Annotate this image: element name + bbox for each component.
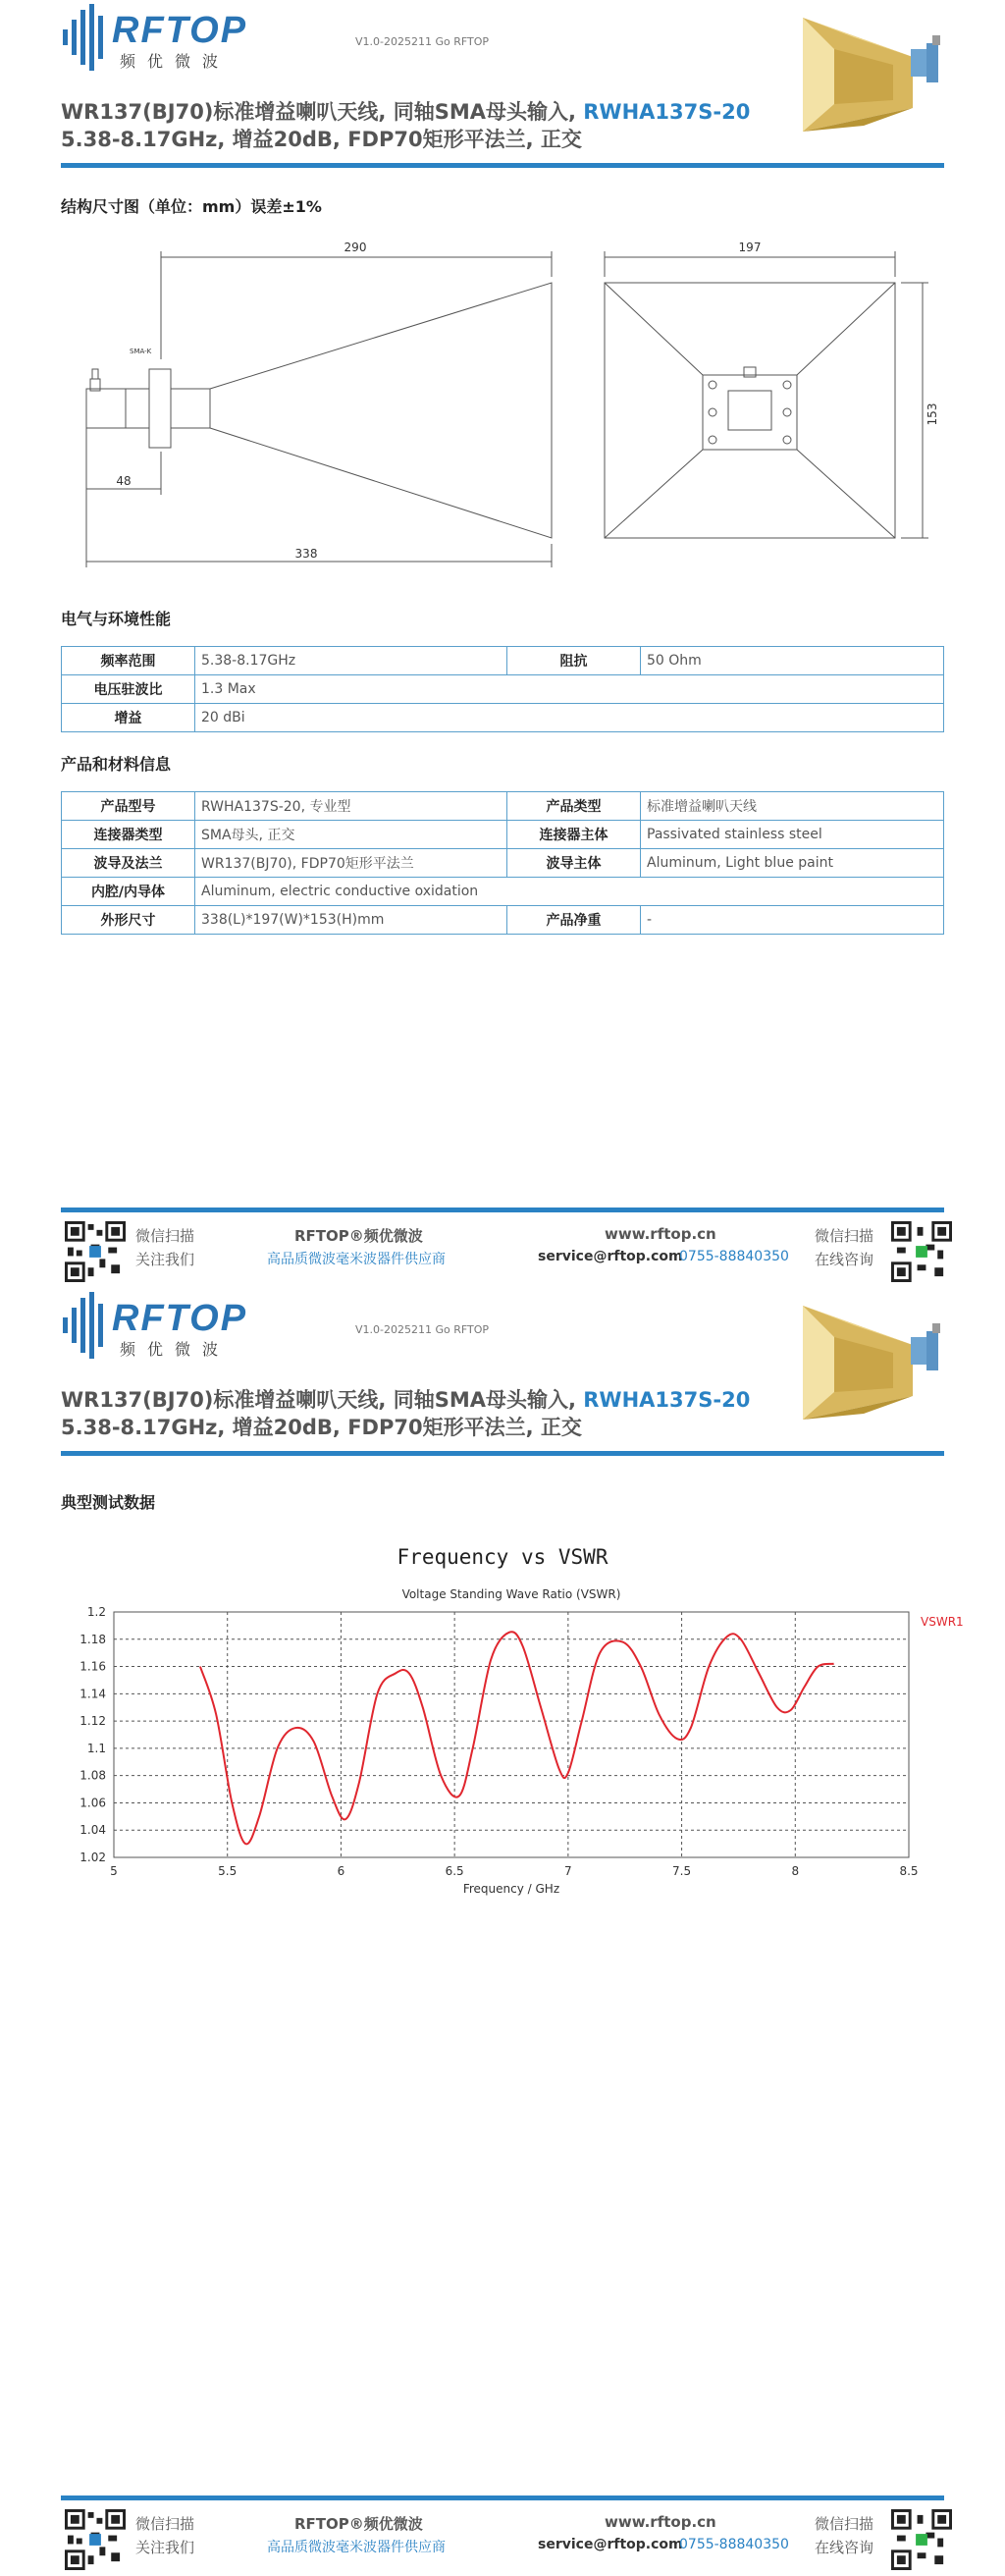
rftop-logo-icon (61, 2, 120, 73)
electrical-table (61, 646, 944, 732)
header-divider (61, 1451, 944, 1456)
dim-length-label: 290 (344, 241, 367, 254)
table-row: 产品型号 RWHA137S-20, 专业型 产品类型 标准增益喇叭天线 (62, 792, 944, 821)
consult-qr-code[interactable] (891, 1221, 952, 1282)
footer-brand: RFTOP®频优微波 (294, 1227, 423, 1245)
materials-section-title: 产品和材料信息 (61, 755, 172, 774)
footer-website[interactable]: www.rftop.cn (605, 1225, 716, 1243)
flange (149, 369, 171, 448)
test-section-title: 典型测试数据 (61, 1493, 156, 1512)
logo-word: RFTOP (112, 1298, 248, 1339)
logo-cn: 频优微波 (120, 1340, 231, 1359)
table-row: 外形尺寸 338(L)*197(W)*153(H)mm 产品净重 - (62, 906, 944, 935)
y-tick-label: 1.12 (79, 1714, 106, 1729)
page-footer (0, 2496, 1005, 2576)
footer-slogan: 高品质微波毫米波器件供应商 (267, 2540, 446, 2555)
y-tick-label: 1.14 (79, 1687, 106, 1701)
wechat-qr-code[interactable] (65, 2509, 126, 2570)
y-tick-label: 1.06 (79, 1796, 106, 1810)
x-tick-label: 7 (564, 1864, 572, 1878)
page-title: WR137(BJ70)标准增益喇叭天线, 同轴SMA母头输入, RWHA137S-20 (61, 1388, 751, 1412)
footer-divider (61, 2496, 944, 2500)
logo-cn: 频优微波 (120, 52, 231, 71)
footer-phone[interactable]: 0755-88840350 (679, 2537, 789, 2552)
x-axis-label: Frequency / GHz (462, 1882, 560, 1896)
page-2 (0, 1288, 1005, 2576)
y-tick-label: 1.08 (79, 1768, 106, 1783)
footer-slogan: 高品质微波毫米波器件供应商 (267, 1252, 446, 1267)
footer-divider (61, 1208, 944, 1212)
dimension-drawing (61, 232, 964, 575)
electrical-section-title: 电气与环境性能 (61, 610, 172, 628)
table-row: 电压驻波比 1.3 Max (62, 675, 944, 704)
table-row: 波导及法兰 WR137(BJ70), FDP70矩形平法兰 波导主体 Aluminum, Light blue paint (62, 849, 944, 878)
x-tick-label: 8 (791, 1864, 800, 1878)
table-row: 增益 20 dBi (62, 704, 944, 732)
y-tick-label: 1.2 (86, 1605, 106, 1619)
front-aperture (605, 283, 895, 538)
dim-height-label: 153 (926, 402, 939, 426)
y-tick-label: 1.1 (86, 1741, 106, 1755)
y-tick-label: 1.18 (79, 1632, 106, 1646)
dim-flange-label: 48 (116, 474, 132, 488)
connector-label: SMA-K (130, 348, 152, 355)
materials-table (61, 791, 944, 935)
footer-wechat-scan: 微信扫描 (135, 2515, 195, 2533)
y-tick-label: 1.04 (79, 1823, 106, 1838)
footer-follow-us: 关注我们 (135, 1251, 195, 1268)
table-row: 内腔/内导体 Aluminum, electric conductive oxidation (62, 878, 944, 906)
x-tick-label: 8.5 (899, 1864, 919, 1878)
wechat-qr-code[interactable] (65, 1221, 126, 1282)
waveguide-body (86, 389, 126, 428)
vswr-chart (0, 1579, 1005, 1903)
page-footer (0, 1208, 1005, 1288)
consult-qr-code[interactable] (891, 2509, 952, 2570)
drawing-section-title: 结构尺寸图（单位：mm）误差±1% (61, 197, 322, 216)
footer-email[interactable]: service@rftop.com (538, 2537, 683, 2552)
table-row: 频率范围 5.38-8.17GHz 阻抗 50 Ohm (62, 647, 944, 675)
chart-subtitle: Voltage Standing Wave Ratio (VSWR) (401, 1587, 621, 1601)
chart-title: Frequency vs VSWR (397, 1545, 608, 1569)
x-tick-label: 5.5 (218, 1864, 238, 1878)
footer-online-consult: 在线咨询 (815, 2539, 874, 2556)
x-tick-label: 5 (110, 1864, 118, 1878)
rftop-logo-icon (61, 1290, 120, 1361)
version-text: V1.0-2025211 Go RFTOP (355, 35, 490, 48)
footer-website[interactable]: www.rftop.cn (605, 2513, 716, 2531)
legend-entry: VSWR1 (921, 1615, 964, 1629)
page-subtitle: 5.38-8.17GHz, 增益20dB, FDP70矩形平法兰, 正交 (61, 1416, 582, 1439)
footer-phone[interactable]: 0755-88840350 (679, 1249, 789, 1264)
model-number: RWHA137S-20 (583, 1388, 751, 1412)
x-tick-label: 6 (337, 1864, 345, 1878)
rftop-logo[interactable] (61, 1290, 267, 1361)
dim-width-label: 197 (738, 241, 762, 254)
footer-wechat-scan-2: 微信扫描 (815, 1227, 874, 1245)
table-row: 连接器类型 SMA母头, 正交 连接器主体 Passivated stainless steel (62, 821, 944, 849)
rftop-logo[interactable] (61, 2, 267, 73)
model-number: RWHA137S-20 (583, 100, 751, 124)
x-tick-label: 6.5 (445, 1864, 464, 1878)
footer-wechat-scan: 微信扫描 (135, 1227, 195, 1245)
y-tick-label: 1.16 (79, 1659, 106, 1674)
horn-antenna-photo (795, 1298, 952, 1425)
dim-overall-label: 338 (294, 547, 318, 561)
page-title: WR137(BJ70)标准增益喇叭天线, 同轴SMA母头输入, RWHA137S-20 (61, 100, 751, 124)
y-tick-label: 1.02 (79, 1851, 106, 1864)
horn-antenna-photo (795, 10, 952, 137)
footer-online-consult: 在线咨询 (815, 1251, 874, 1268)
version-text: V1.0-2025211 Go RFTOP (355, 1323, 490, 1336)
logo-word: RFTOP (112, 10, 248, 51)
footer-wechat-scan-2: 微信扫描 (815, 2515, 874, 2533)
page-subtitle: 5.38-8.17GHz, 增益20dB, FDP70矩形平法兰, 正交 (61, 128, 582, 151)
header-divider (61, 163, 944, 168)
footer-brand: RFTOP®频优微波 (294, 2515, 423, 2533)
x-tick-label: 7.5 (672, 1864, 692, 1878)
footer-follow-us: 关注我们 (135, 2539, 195, 2556)
footer-email[interactable]: service@rftop.com (538, 1249, 683, 1264)
plot-area (114, 1612, 909, 1857)
